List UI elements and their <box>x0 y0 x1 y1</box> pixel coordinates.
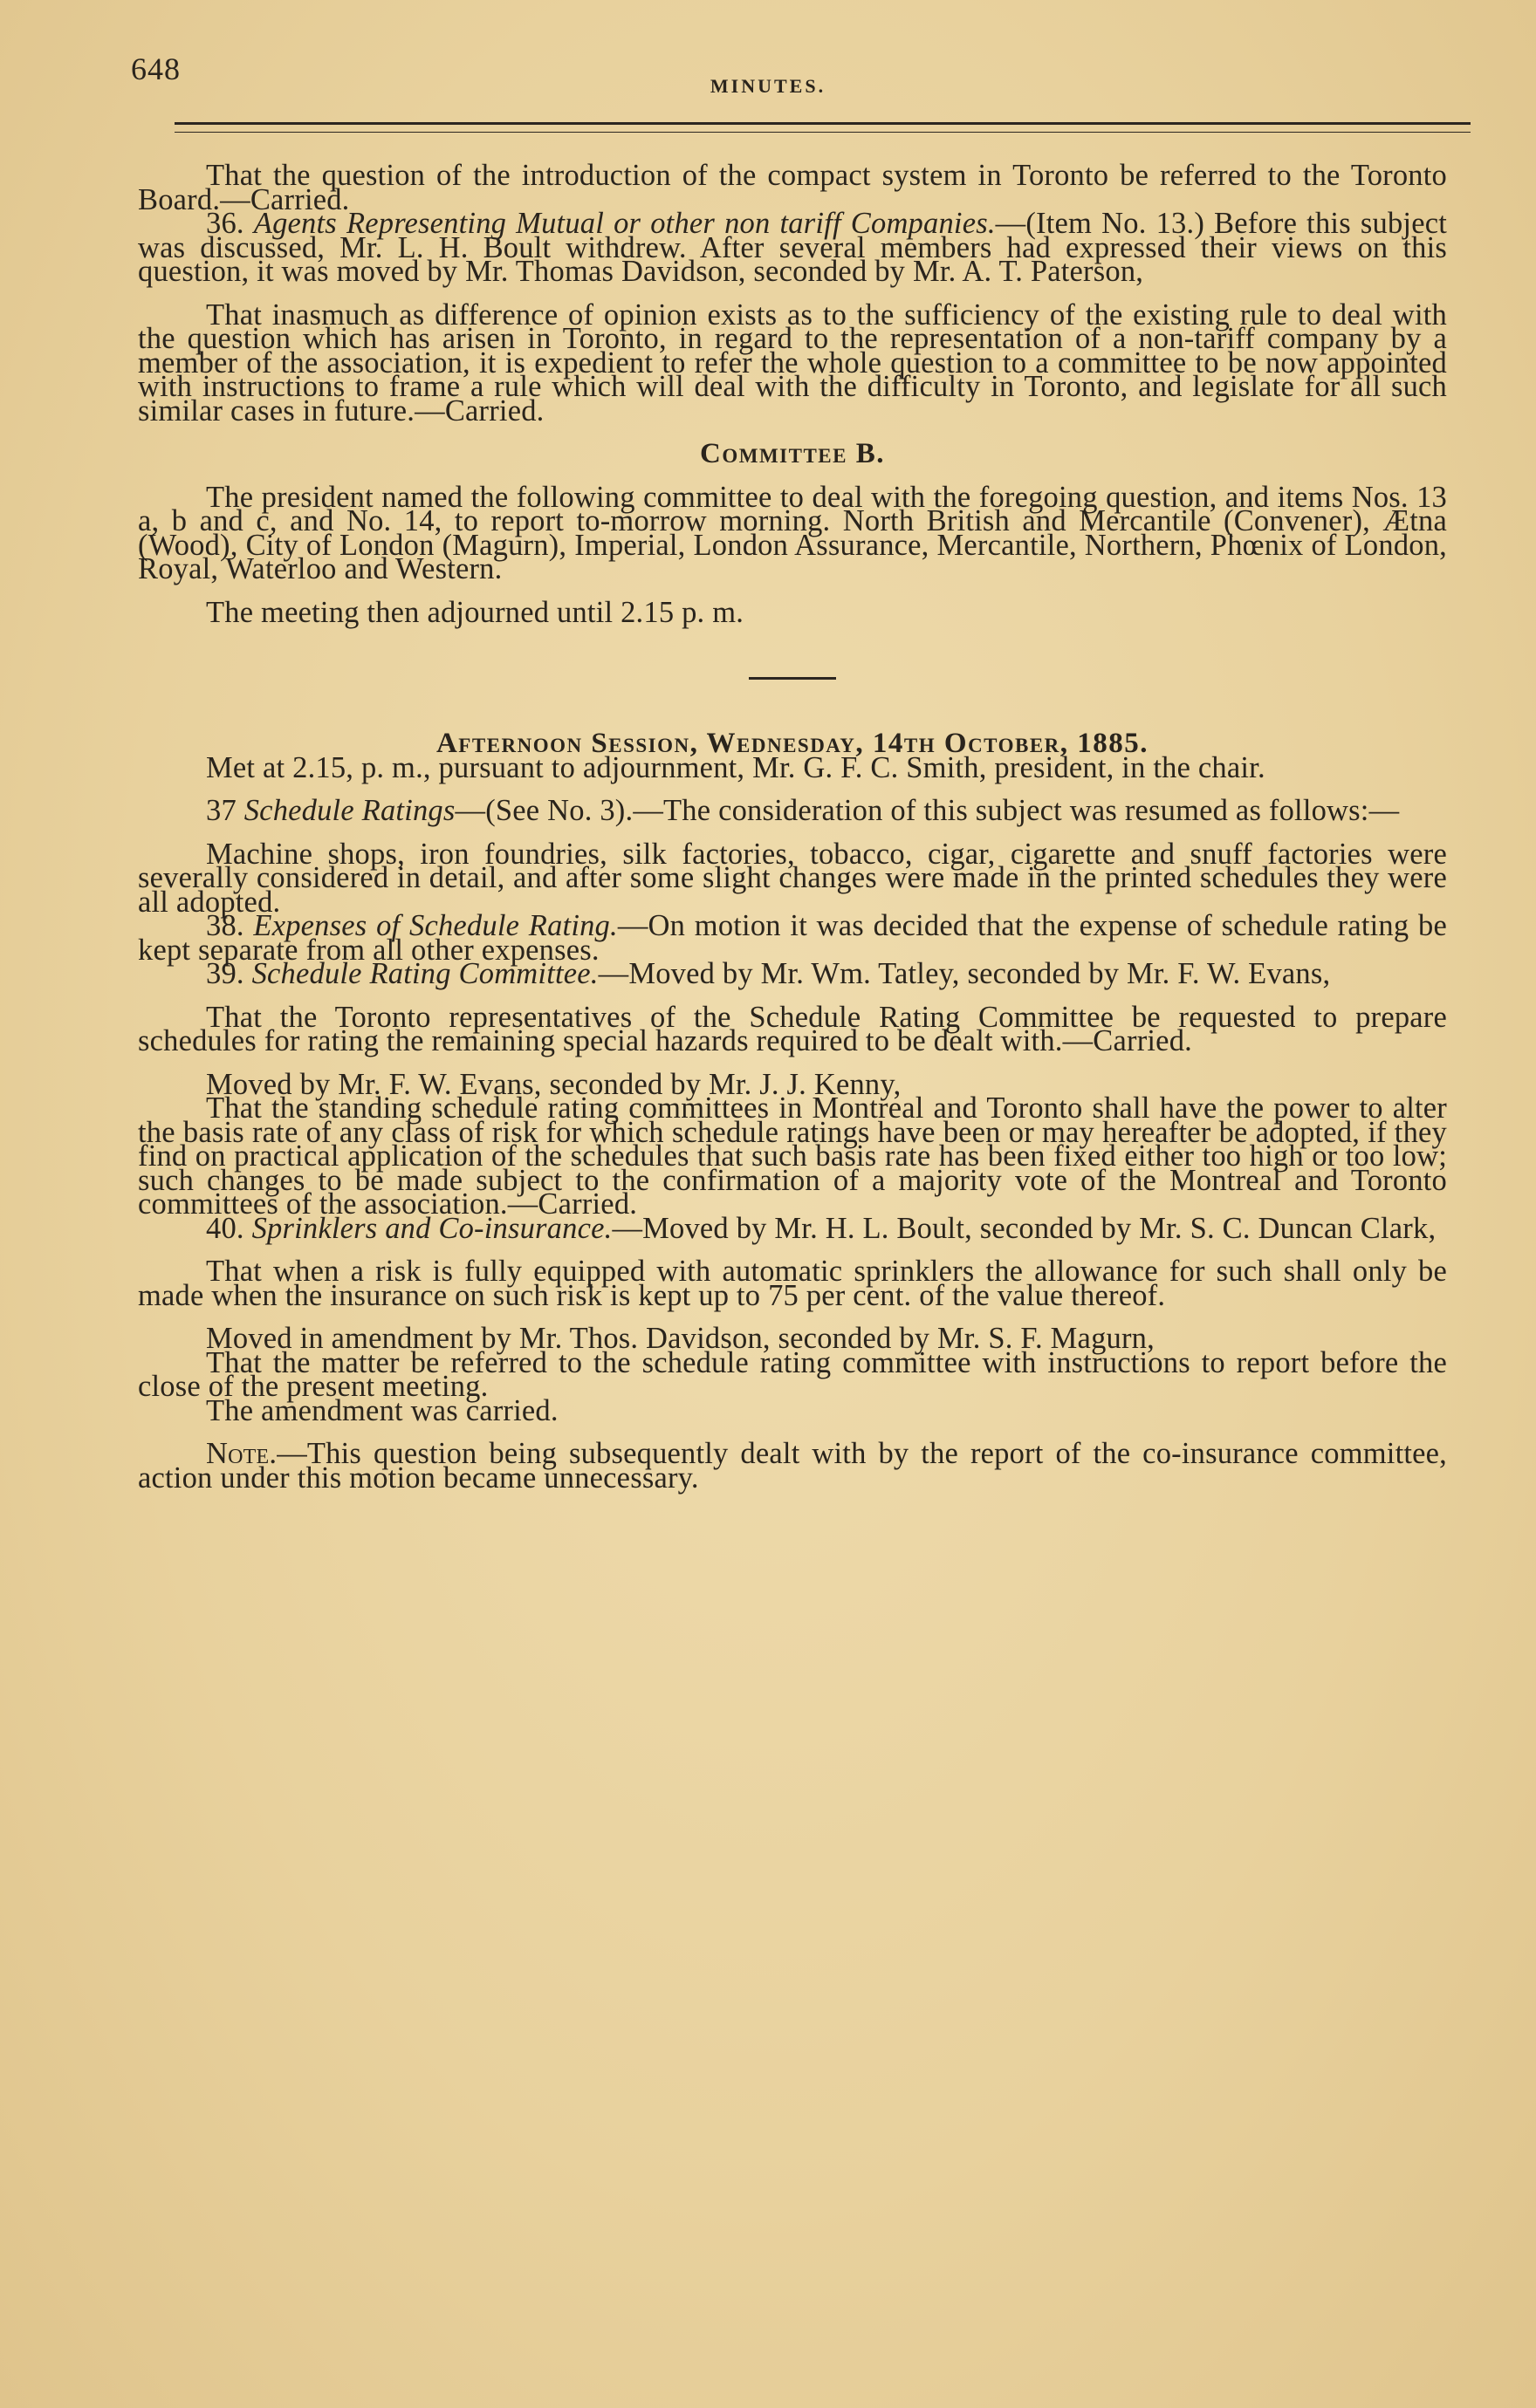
paragraph-committee: The president named the following committee to deal with the foregoing question, and items Nos. 13 a, b and c, and No. 14, to report to-morrow morning. North British and Mercantile (Convener), Ætna (Wood), City of London (Magurn), Imperial, London Assurance, Mercantile, Northern, Phœnix of London, Royal, Waterloo and Western. <box>138 480 1447 585</box>
item-text: —Moved by Mr. Wm. Tatley, seconded by Mr. F. W. Evans, <box>598 957 1331 990</box>
item-text: —On motion it was decided that the expense of schedule rating be kept separate from all other expenses. <box>138 909 1447 967</box>
header-rule <box>175 122 1471 125</box>
item-title: Schedule Ratings <box>243 794 456 827</box>
item-40 <box>138 1211 1447 1245</box>
page-number: 648 <box>131 51 181 86</box>
minutes-body <box>138 159 1448 1495</box>
item-text: —(See No. 3).—The consideration of this subject was resumed as follows:— <box>455 794 1400 827</box>
paragraph-amendment-text: That the matter be referred to the schedule rating committee with instructions to report before the close of the present meeting. <box>138 1345 1447 1403</box>
item-number: 40. <box>206 1211 244 1245</box>
paragraph-session-open: Met at 2.15, p. m., pursuant to adjournment, Mr. G. F. C. Smith, president, in the chair. <box>206 750 1265 784</box>
note-text: —This question being subsequently dealt with by the report of the co-insurance committee, action under this motion became unnecessary. <box>138 1437 1447 1495</box>
item-38 <box>138 909 1447 967</box>
paragraph-moved-evans: Moved by Mr. F. W. Evans, seconded by Mr. J. J. Kenny, <box>206 1067 902 1101</box>
committee-heading: Committee B. <box>700 438 885 469</box>
paragraph-amendment-moved: Moved in amendment by Mr. Thos. Davidson, seconded by Mr. S. F. Magurn, <box>206 1322 1155 1355</box>
note-label: Note. <box>206 1437 278 1470</box>
paragraph-standing-committees: That the standing schedule rating committees in Montreal and Toronto shall have the power to alter the basis rate of any class of risk for which schedule ratings have been or may hereafter be adopted, if they find on practical application of the schedules that such basis rate has been fixed either too high or too low; such changes to be made subject to the confirmation of a majority vote of the Montreal and Toronto committees of the association.—Carried. <box>138 1091 1447 1221</box>
paragraph-toronto-representatives: That the Toronto representatives of the Schedule Rating Committee be requested to prepare schedules for rating the remaining special hazards required to be dealt with.—Carried. <box>138 1000 1447 1057</box>
paragraph-machine-shops: Machine shops, iron foundries, silk factories, tobacco, cigar, cigarette and snuff factories were severally considered in detail, and after some slight changes were made in the printed schedules they were all adopted. <box>138 837 1447 919</box>
running-title: MINUTES. <box>710 75 826 97</box>
item-number: 38. <box>206 909 244 942</box>
item-number: 36. <box>206 207 244 240</box>
paragraph-adjourn: The meeting then adjourned until 2.15 p. m. <box>206 595 744 629</box>
item-title: Expenses of Schedule Rating. <box>253 909 618 942</box>
item-text: —Moved by Mr. H. L. Boult, seconded by Mr. S. C. Duncan Clark, <box>612 1211 1437 1245</box>
paragraph-compact-system: That the question of the introduction of the compact system in Toronto be referred to the Toronto Board.—Carried. <box>138 159 1447 216</box>
paragraph-motion-36: That inasmuch as difference of opinion exists as to the sufficiency of the existing rule to deal with the question which has arisen in Toronto, in regard to the representation of a non-tariff company by a member of the association, it is expedient to refer the whole question to a committee to be now appointed with instructions to frame a rule which will deal with the difficulty in Toronto, and legislate for all such similar cases in future.—Carried. <box>138 298 1447 428</box>
item-title: Agents Representing Mutual or other non tariff Companies. <box>253 207 996 240</box>
item-title: Schedule Rating Committee. <box>251 957 599 990</box>
note <box>138 1437 1447 1495</box>
item-37 <box>138 794 1447 827</box>
session-heading: Afternoon Session, Wednesday, 14th October, 1885. <box>435 728 1149 759</box>
header-rule-thin <box>175 132 1471 133</box>
item-number: 39. <box>206 957 244 990</box>
paragraph-amendment-carried: The amendment was carried. <box>206 1393 559 1427</box>
item-36 <box>138 207 1448 288</box>
item-title: Sprinklers and Co-insurance. <box>251 1211 613 1245</box>
item-number: 37 <box>206 794 237 827</box>
item-39 <box>138 957 1447 990</box>
paragraph-sprinklers: That when a risk is fully equipped with automatic sprinklers the allowance for such shall only be made when the insurance on such risk is kept up to 75 per cent. of the value thereof. <box>138 1255 1447 1312</box>
section-divider <box>749 677 836 680</box>
item-text: —(Item No. 13.) Before this subject was discussed, Mr. L. H. Boult withdrew. After several members had expressed their views on this question, it was moved by Mr. Thomas Davidson, seconded by Mr. A. T. Paterson, <box>138 207 1448 288</box>
